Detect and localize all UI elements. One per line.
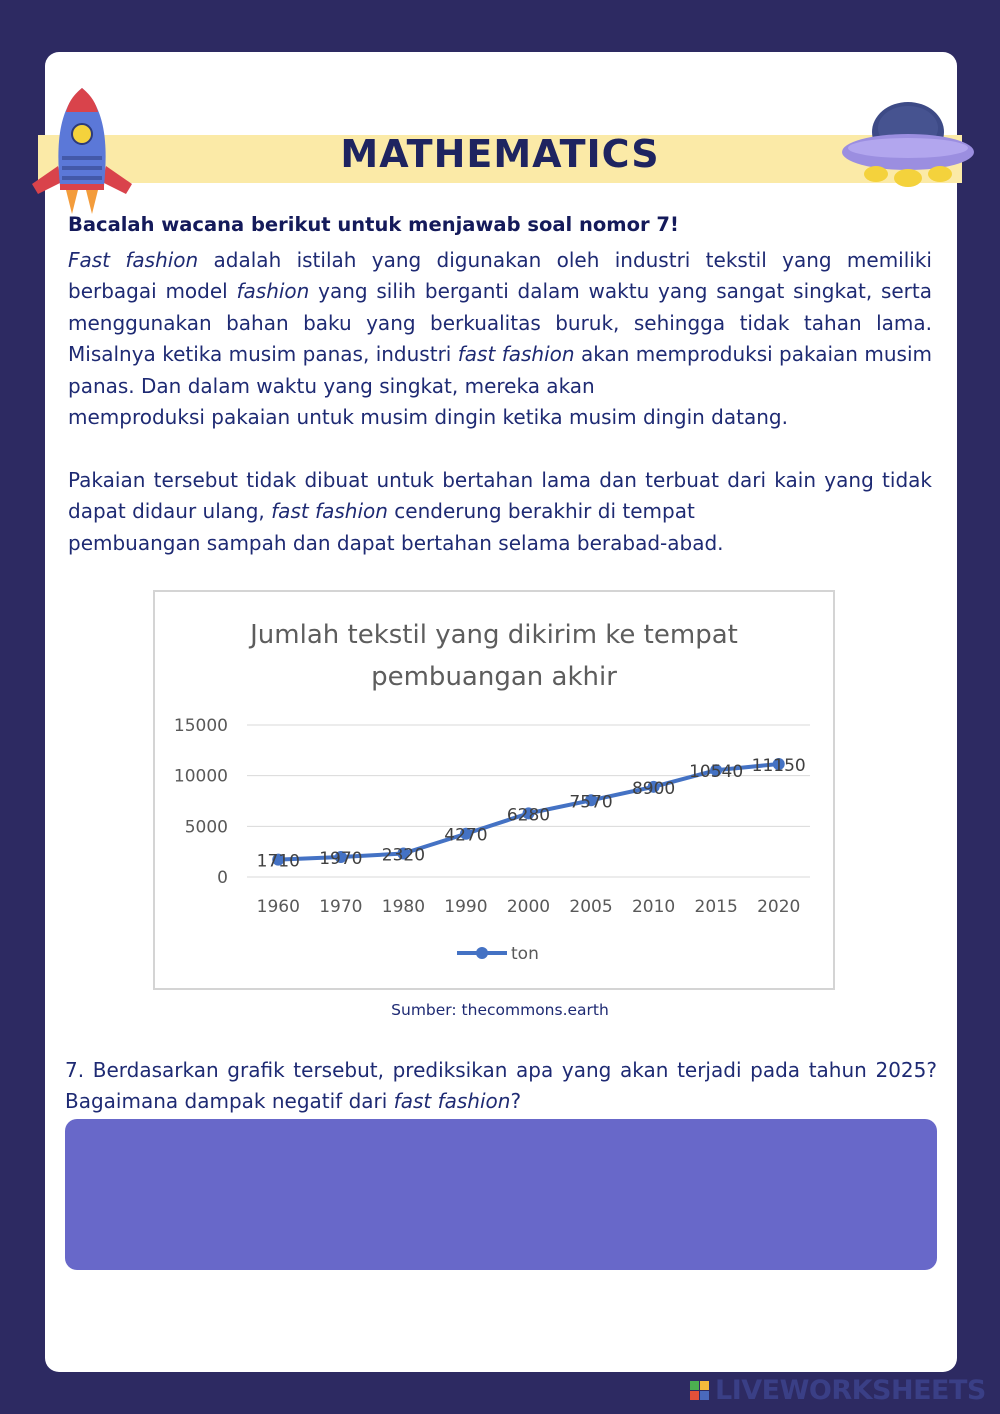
italic-term: fast fashion <box>457 342 575 367</box>
data-label: 11150 <box>751 756 806 777</box>
x-tick-label: 2010 <box>631 897 676 917</box>
italic-term: fashion <box>236 279 310 304</box>
liveworksheets-logo-icon <box>690 1381 709 1400</box>
legend-label: ton <box>511 944 539 964</box>
question-7 <box>65 1055 937 1118</box>
watermark-text: LIVEWORKSHEETS <box>715 1374 986 1406</box>
data-label: 7570 <box>569 792 613 813</box>
chart-title-line: pembuangan akhir <box>371 662 617 692</box>
rocket-icon <box>28 86 136 218</box>
x-tick-label: 1990 <box>444 897 488 917</box>
y-tick-label: 10000 <box>173 766 228 787</box>
passage-text: akan memproduksi pakaian musim panas. Dan dalam waktu yang singkat, mereka akan <box>68 342 932 398</box>
passage-text: Pakaian tersebut tidak dibuat untuk bertahan lama dan terbuat dari kain yang tidak dapat didaur ulang, <box>68 468 932 524</box>
reading-instruction: Bacalah wacana berikut untuk menjawab soal nomor 7! <box>68 213 679 236</box>
chart-plot <box>155 592 837 992</box>
x-tick-label: 2000 <box>506 897 551 917</box>
passage-paragraph-1 <box>68 245 932 433</box>
data-label: 6280 <box>506 805 551 826</box>
data-label: 8900 <box>631 778 676 799</box>
passage-text: cenderung berakhir di tempat <box>387 499 695 524</box>
line-chart <box>153 590 835 990</box>
question-text: ? <box>510 1089 522 1114</box>
passage-paragraph-2 <box>68 465 932 559</box>
x-tick-label: 2005 <box>569 897 613 917</box>
passage-last-line: memproduksi pakaian untuk musim dingin ketika musim dingin datang. <box>68 405 788 430</box>
passage-text: yang silih berganti dalam waktu yang sangat singkat, serta menggunakan bahan baku yang berkualitas buruk, sehingga tidak tahan lama. Misalnya ketika musim panas, industri <box>68 279 932 367</box>
page-title: MATHEMATICS <box>340 132 660 176</box>
x-tick-label: 2015 <box>694 897 738 917</box>
x-tick-label: 2020 <box>757 897 801 917</box>
x-tick-label: 1970 <box>319 897 363 917</box>
data-label: 10540 <box>689 762 744 783</box>
x-tick-label: 1960 <box>256 897 300 917</box>
question-text: 7. Berdasarkan grafik tersebut, prediksikan apa yang akan terjadi pada tahun 2025? Bagaimana dampak negatif dari <box>65 1058 937 1114</box>
italic-term: fast fashion <box>271 499 388 524</box>
data-label: 1970 <box>319 849 363 870</box>
passage-last-line: pembuangan sampah dan dapat bertahan selama berabad-abad. <box>68 530 724 555</box>
passage-text: adalah istilah yang digunakan oleh industri tekstil yang memiliki berbagai model <box>68 248 932 304</box>
data-label: 2320 <box>381 845 426 866</box>
y-tick-label: 5000 <box>184 817 228 838</box>
data-label: 1710 <box>256 851 300 872</box>
chart-title-line: Jumlah tekstil yang dikirim ke tempat <box>250 620 738 650</box>
liveworksheets-watermark <box>690 1375 986 1405</box>
italic-term: Fast fashion <box>68 248 199 272</box>
data-label: 4270 <box>444 825 488 846</box>
ufo-icon <box>840 98 976 190</box>
y-tick-label: 0 <box>217 868 228 888</box>
chart-source: Sumber: thecommons.earth <box>391 1001 609 1019</box>
y-tick-label: 15000 <box>173 716 228 736</box>
answer-text-box[interactable] <box>65 1119 937 1270</box>
x-tick-label: 1980 <box>381 897 426 917</box>
legend-marker <box>476 947 488 959</box>
italic-term: fast fashion <box>393 1089 511 1114</box>
